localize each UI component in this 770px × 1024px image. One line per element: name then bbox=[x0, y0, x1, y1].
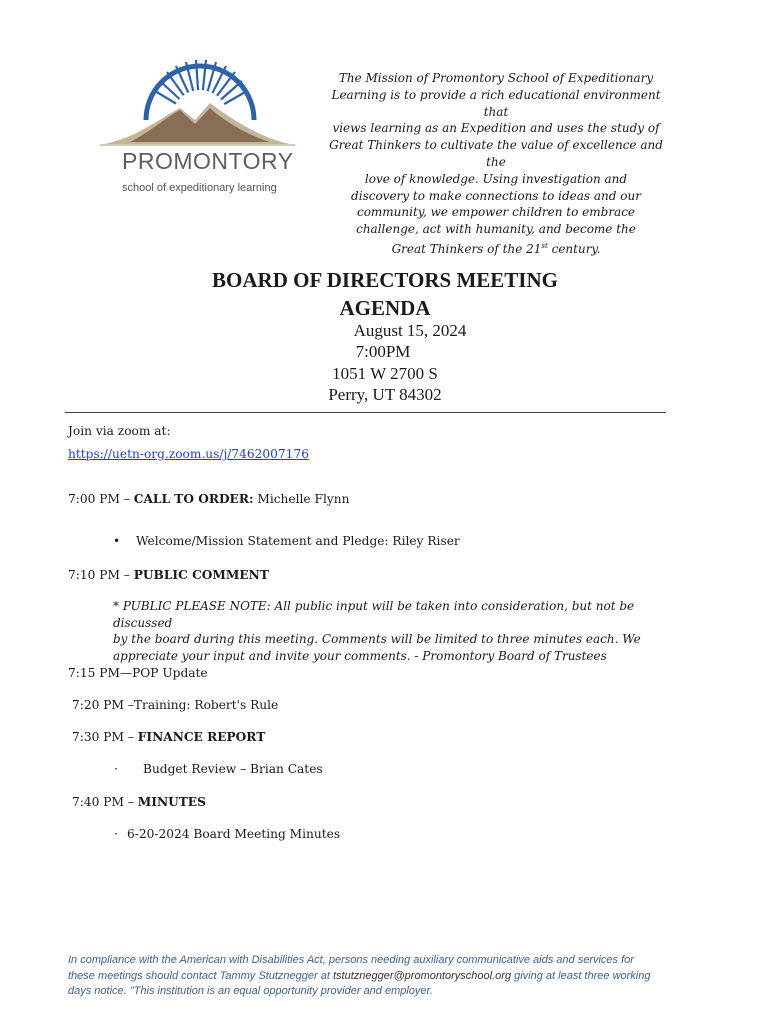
agenda-finance-report: 7:30 PM – FINANCE REPORT bbox=[72, 730, 266, 744]
agenda-public-comment: 7:10 PM – PUBLIC COMMENT bbox=[68, 568, 269, 582]
agenda-minutes: 7:40 PM – MINUTES bbox=[72, 795, 206, 809]
school-logo bbox=[100, 58, 295, 208]
meeting-address-city: Perry, UT 84302 bbox=[328, 385, 442, 404]
meeting-title: BOARD OF DIRECTORS MEETING bbox=[212, 268, 558, 292]
public-note-line: by the board during this meeting. Comments will be limited to three minutes each. We bbox=[113, 632, 641, 646]
footer-line: these meetings should contact Tammy Stutznegger at tstutznegger@promontoryschool.org giving at least three working bbox=[68, 969, 651, 982]
agenda-title: AGENDA bbox=[339, 296, 431, 320]
logo-tagline: school of expeditionary learning bbox=[122, 182, 277, 194]
mission-line: Learning is to provide a rich educational environment that bbox=[331, 87, 661, 119]
meeting-time: 7:00PM bbox=[355, 342, 411, 361]
mission-line: challenge, act with humanity, and become the bbox=[356, 222, 636, 237]
divider bbox=[65, 412, 666, 413]
mission-line: Great Thinkers to cultivate the value of excellence and the bbox=[329, 138, 663, 169]
public-note bbox=[113, 598, 673, 664]
agenda-minutes-item: 6-20-2024 Board Meeting Minutes bbox=[127, 827, 341, 841]
public-note-line: appreciate your input and invite your comments. - Promontory Board of Trustees bbox=[113, 648, 607, 663]
meeting-date: August 15, 2024 bbox=[353, 321, 467, 340]
mission-line: views learning as an Expedition and uses the study of bbox=[332, 121, 660, 136]
footer-line: In compliance with the American with Disabilities Act, persons needing auxiliary communicative aids and services for bbox=[68, 954, 634, 966]
mission-statement bbox=[318, 70, 674, 258]
agenda-bullet: · bbox=[114, 762, 118, 776]
agenda-budget-review: Budget Review – Brian Cates bbox=[143, 762, 323, 776]
agenda-call-to-order: 7:00 PM – CALL TO ORDER: Michelle Flynn bbox=[68, 492, 350, 506]
logo-wordmark: PROMONTORY bbox=[122, 148, 294, 174]
agenda-bullet: • bbox=[113, 534, 121, 548]
agenda-pop-update: 7:15 PM—POP Update bbox=[68, 666, 208, 680]
mountain-sunrise-icon bbox=[100, 58, 295, 158]
zoom-link[interactable]: https://uetn-org.zoom.us/j/7462007176 bbox=[68, 447, 309, 461]
mission-line-last: Great Thinkers of the 21st century. bbox=[391, 241, 601, 256]
zoom-label: Join via zoom at: bbox=[68, 424, 171, 438]
mission-line: community, we empower children to embrace bbox=[356, 205, 636, 220]
contact-email[interactable]: tstutznegger@promontoryschool.org bbox=[332, 969, 512, 982]
mission-line: love of knowledge. Using investigation and bbox=[364, 171, 628, 186]
mission-line: discovery to make connections to ideas and our bbox=[351, 188, 641, 203]
ada-notice bbox=[68, 953, 698, 1000]
mission-line: The Mission of Promontory School of Expeditionary bbox=[338, 71, 654, 85]
public-note-line: * PUBLIC PLEASE NOTE: All public input will be taken into consideration, but not be discussed bbox=[113, 599, 635, 630]
agenda-welcome: Welcome/Mission Statement and Pledge: Riley Riser bbox=[136, 534, 460, 548]
agenda-training: 7:20 PM –Training: Robert's Rule bbox=[72, 698, 279, 712]
meeting-address-street: 1051 W 2700 S bbox=[332, 364, 438, 383]
agenda-bullet: · bbox=[114, 827, 118, 841]
footer-line: days notice. "This institution is an equal opportunity provider and employer. bbox=[68, 985, 433, 997]
